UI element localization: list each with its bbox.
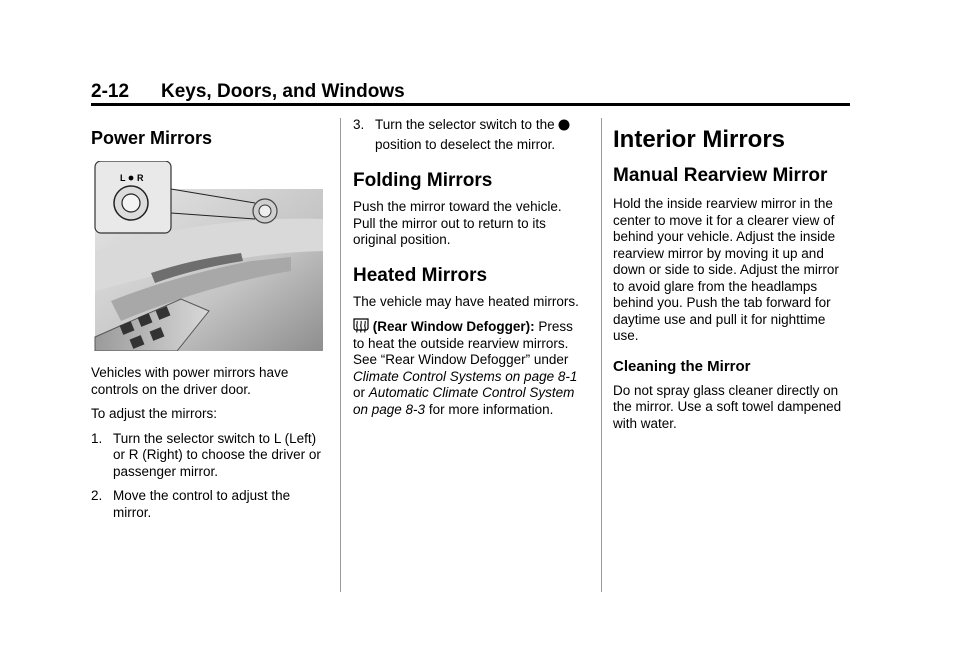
folding-mirrors-heading: Folding Mirrors xyxy=(353,170,493,191)
heated-mirrors-heading: Heated Mirrors xyxy=(353,264,488,286)
list-item xyxy=(353,115,583,155)
defogger-icon xyxy=(353,318,369,333)
adjust-lead: To adjust the mirrors: xyxy=(91,406,218,421)
column-1 xyxy=(91,115,327,521)
column-3 xyxy=(613,115,853,432)
heated-mirrors-text: The vehicle may have heated mirrors. xyxy=(353,293,579,309)
page-number: 2-12 xyxy=(91,81,130,102)
list-item xyxy=(91,431,327,481)
mirror-control-illustration xyxy=(91,161,323,351)
figure-label-right: R xyxy=(137,173,144,183)
power-mirrors-intro: Vehicles with power mirrors have controls on the driver door. xyxy=(91,365,289,397)
cleaning-text: Do not spray glass cleaner directly on the mirror. Use a soft towel dampened with water. xyxy=(613,382,842,431)
figure-label-left: L xyxy=(120,173,126,183)
section-title: Keys, Doors, and Windows xyxy=(161,81,405,102)
header-rule xyxy=(91,103,850,106)
step-text: Turn the selector switch to L (Left) or R (Right) to choose the driver or passenger mirror. xyxy=(113,430,321,479)
step-text: Turn the selector switch to the xyxy=(375,117,555,132)
manual-rearview-heading: Manual Rearview Mirror xyxy=(613,165,828,186)
list-item xyxy=(91,488,327,521)
step-number: 1. xyxy=(91,430,103,446)
defogger-paragraph xyxy=(353,318,583,418)
automatic-climate-link[interactable]: Automatic Climate Control System on page 8-3 xyxy=(353,385,575,417)
cleaning-heading: Cleaning the Mirror xyxy=(613,357,751,375)
folding-mirrors-text: Push the mirror toward the vehicle. Pull the mirror out to return to its original position. xyxy=(353,199,562,247)
climate-control-link[interactable]: Climate Control Systems on page 8-1 xyxy=(353,368,578,384)
power-mirrors-heading: Power Mirrors xyxy=(91,128,213,148)
manual-rearview-text: Hold the inside rearview mirror in the center to move it for a clearer view of behind your vehicle. Adjust the inside rearview mirror by moving it up and down or side to side. Adjust the mirror to avoid glare from the headlamps behind you. Push the tab forward for daytime use and pull it for nighttime use. xyxy=(613,196,839,343)
column-divider-2 xyxy=(601,118,602,592)
step-text: position to deselect the mirror. xyxy=(375,137,556,152)
step-number: 2. xyxy=(91,488,103,503)
defogger-label: (Rear Window Defogger): xyxy=(372,319,535,334)
step-text: Move the control to adjust the mirror. xyxy=(113,488,291,520)
step-number: 3. xyxy=(353,117,365,132)
column-divider-1 xyxy=(340,118,341,592)
interior-mirrors-heading: Interior Mirrors xyxy=(613,126,786,153)
dot-icon xyxy=(558,119,570,131)
defogger-text-end: for more information. xyxy=(428,401,554,417)
defogger-text: Press to heat the outside rearview mirrors. See “Rear Window Defogger” under xyxy=(353,319,573,367)
or-text: or xyxy=(353,385,366,400)
column-2 xyxy=(353,115,583,418)
door-panel-illustration xyxy=(91,161,323,351)
